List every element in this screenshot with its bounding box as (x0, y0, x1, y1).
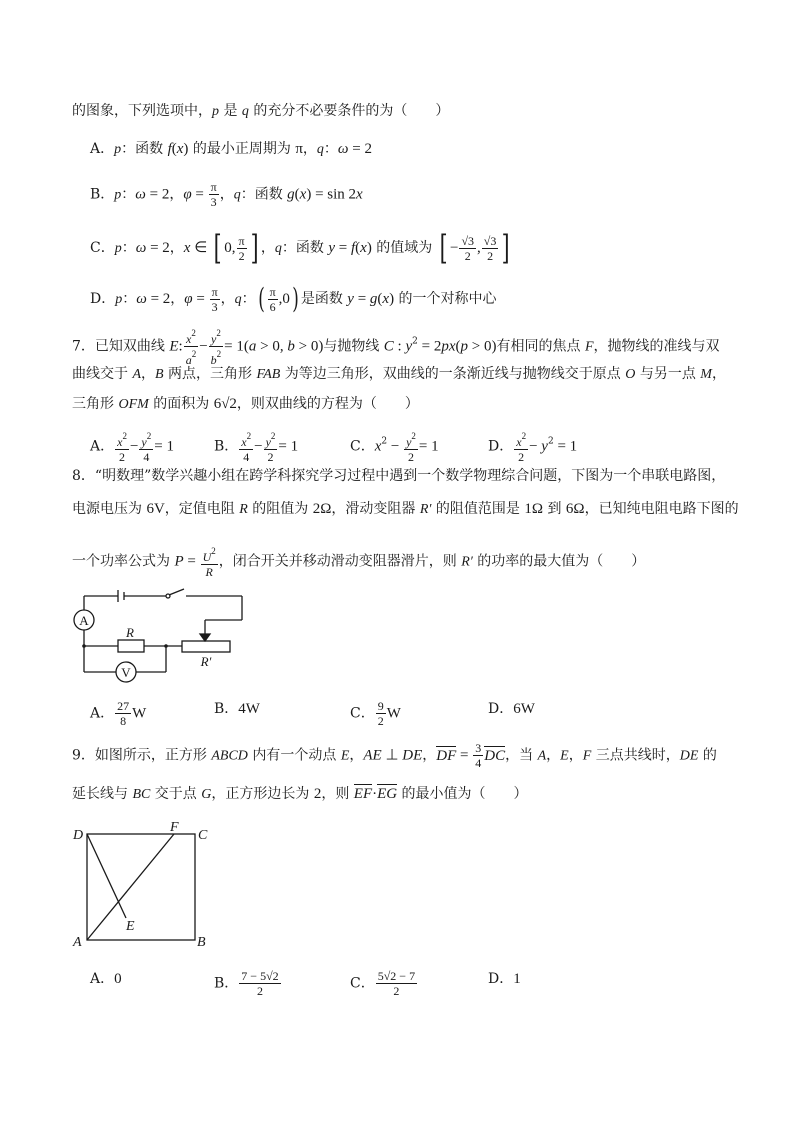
q8-line3: 一个功率公式为 P = $\frac{U^2}{R}$ ，闭合开关并移动滑动变阻器滑片，则 R′ 的功率的最大值为（ ） (72, 546, 646, 579)
circuit-diagram (70, 584, 250, 688)
q9-option-c: C． $\frac{5√2 - 7}{2}$ (350, 969, 416, 998)
ammeter-label: A (79, 613, 89, 628)
q7-option-a: A． $\frac{x^2}{2}$ − $\frac{y^2}{4}$ = 1 (90, 431, 174, 464)
resistor-label: R (126, 625, 134, 640)
slider-arrow (200, 634, 210, 641)
q8-option-c: C． $\frac{9}{2}$ W (350, 699, 401, 728)
q6-option-a: A．p：函数 f(x) 的最小正周期为 π，q：ω = 2 (90, 141, 372, 157)
q8-option-a: A． $\frac{27}{8}$ W (90, 699, 147, 728)
q9-option-a: A．0 (90, 971, 122, 987)
q6-option-d: D．p：ω = 2，φ = $\frac{\pi}{3}$ ，q：( $\frac{\pi}{6}$ ,0) 是函数 y = g(x) 的一个对称中心 (90, 282, 497, 315)
q8-option-d: D．6W (488, 701, 535, 717)
q7-option-b: B． $\frac{x^2}{4}$ − $\frac{y^2}{2}$ = 1 (214, 431, 299, 464)
square-abcd (87, 834, 195, 940)
q8-option-b: B．4W (214, 701, 260, 717)
label-e: E (126, 919, 135, 934)
q7-line2: 曲线交于 A，B 两点，三角形 FAB 为等边三角形，双曲线的一条渐近线与抛物线交于原点 O 与另一点 M， (72, 366, 726, 382)
q6-stem: 的图象，下列选项中，p 是 q 的充分不必要条件的为（ ） (72, 103, 450, 119)
switch-blade (169, 589, 184, 595)
label-f: F (170, 822, 179, 835)
rheostat-label: R′ (200, 654, 212, 669)
q9-line1: 9．如图所示，正方形 ABCD 内有一个动点 E，AE ⊥ DE，DF = $\frac{3}{4}$ DC，当 A，E，F 三点共线时，DE 的 (72, 741, 717, 770)
q9-option-b: B． $\frac{7 - 5√2}{2}$ (214, 969, 279, 998)
label-d: D (73, 828, 84, 843)
voltmeter-label: V (121, 665, 131, 680)
q6-option-b: B．p：ω = 2，φ = $\frac{\pi}{3}$ ，q：函数 g(x) = sin 2x (90, 180, 363, 209)
segment-de (87, 834, 126, 918)
rheostat-r-prime (182, 641, 230, 652)
q6-option-c: C．p：ω = 2，x ∈ [ 0, $\frac{\pi}{2}$ ] ，q：函数 y = f(x) 的值域为 [ − $\frac{√3}{2}$ , $\frac{√3}{2}$ ] (90, 228, 511, 268)
q8-line2: 电源电压为 6V，定值电阻 R 的阻值为 2Ω，滑动变阻器 R′ 的阻值范围是 1Ω 到 6Ω，已知纯电阻电路下图的 (72, 501, 739, 517)
label-b: B (197, 935, 206, 950)
q7-line1: 7．已知双曲线 E: $\frac{x^2}{a^2}$ − $\frac{y^2}{b^2}$ = 1(a > 0, b > 0)与抛物线 C : $y^2 = 2px(p > 0)$有相同的焦点 F，抛物线的准线与双 (72, 328, 720, 367)
q8-line1: 8．“明数理”数学兴趣小组在跨学科探究学习过程中遇到一个数学物理综合问题，下图为一个串联电路图， (72, 468, 726, 484)
junction-right (164, 644, 168, 648)
q9-option-d: D．1 (488, 971, 521, 987)
square-figure (70, 822, 215, 952)
q9-line2: 延长线与 BC 交于点 G，正方形边长为 2，则 EF·EG 的最小值为（ ） (72, 786, 528, 802)
label-a: A (73, 935, 82, 950)
junction-left (82, 644, 86, 648)
q7-option-d: D． $\frac{x^2}{2}$ − $y^2 = 1$ (488, 431, 578, 464)
label-c: C (198, 828, 208, 843)
resistor-r (118, 640, 144, 652)
q7-line3: 三角形 OFM 的面积为 6√2，则双曲线的方程为（ ） (72, 396, 419, 412)
q7-option-c: C．$x^2$ − $\frac{y^2}{2}$ = 1 (350, 431, 439, 464)
